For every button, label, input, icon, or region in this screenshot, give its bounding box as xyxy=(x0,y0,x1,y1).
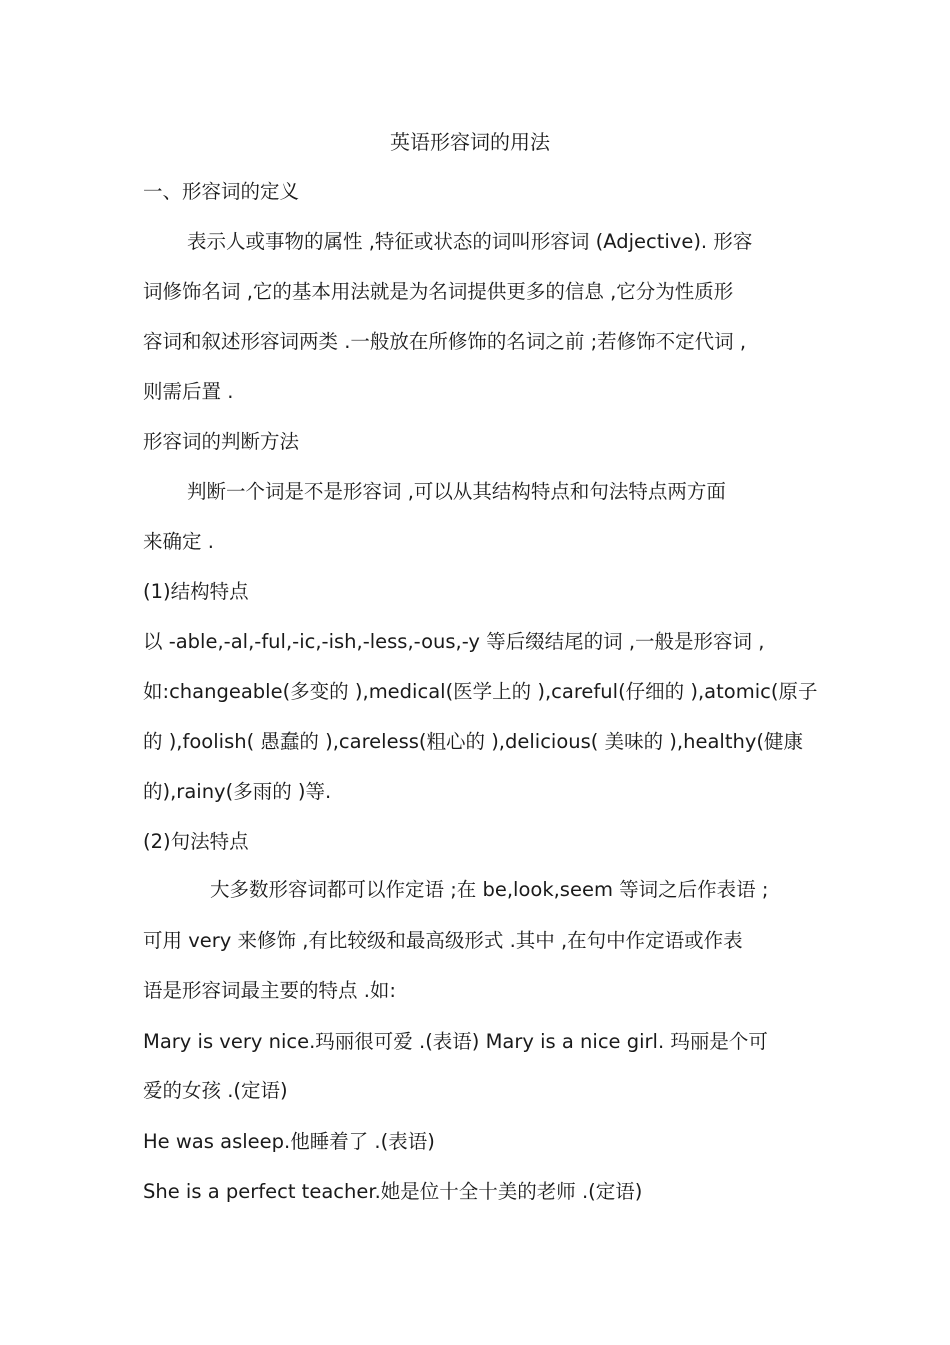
example-line: Mary is very nice.玛丽很可爱 .(表语) Mary is a nice girl. 玛丽是个可 xyxy=(143,1030,768,1053)
section-heading-judgement: 形容词的判断方法 xyxy=(143,430,300,453)
paragraph-line: 容词和叙述形容词两类 .一般放在所修饰的名词之前 ;若修饰不定代词 , xyxy=(143,330,747,353)
subheading-structure: (1)结构特点 xyxy=(143,580,249,603)
paragraph-line: 如:changeable(多变的 ),medical(医学上的 ),careful(仔细的 ),atomic(原子 xyxy=(143,680,818,703)
paragraph-line: 来确定 . xyxy=(143,530,214,553)
paragraph-line: 的),rainy(多雨的 )等. xyxy=(143,780,332,803)
paragraph-line: 则需后置 . xyxy=(143,380,234,403)
paragraph-line: 表示人或事物的属性 ,特征或状态的词叫形容词 (Adjective). 形容 xyxy=(187,230,753,253)
paragraph-line: 词修饰名词 ,它的基本用法就是为名词提供更多的信息 ,它分为性质形 xyxy=(143,280,734,303)
document-title: 英语形容词的用法 xyxy=(390,130,550,154)
subheading-syntax: (2)句法特点 xyxy=(143,830,249,853)
section-heading-definition: 一、形容词的定义 xyxy=(143,180,300,203)
example-line: She is a perfect teacher.她是位十全十美的老师 .(定语) xyxy=(143,1180,643,1203)
paragraph-line: 大多数形容词都可以作定语 ;在 be,look,seem 等词之后作表语 ; xyxy=(210,878,769,901)
paragraph-line: 判断一个词是不是形容词 ,可以从其结构特点和句法特点两方面 xyxy=(187,480,726,503)
paragraph-line: 可用 very 来修饰 ,有比较级和最高级形式 .其中 ,在句中作定语或作表 xyxy=(143,929,743,952)
paragraph-line: 的 ),foolish( 愚蠢的 ),careless(粗心的 ),delicious( 美味的 ),healthy(健康 xyxy=(143,730,803,753)
paragraph-line: 语是形容词最主要的特点 .如: xyxy=(143,979,396,1002)
paragraph-line: 以 -able,-al,-ful,-ic,-ish,-less,-ous,-y 等后缀结尾的词 ,一般是形容词 , xyxy=(143,630,765,653)
example-line: He was asleep.他睡着了 .(表语) xyxy=(143,1130,435,1153)
example-line: 爱的女孩 .(定语) xyxy=(143,1079,288,1102)
